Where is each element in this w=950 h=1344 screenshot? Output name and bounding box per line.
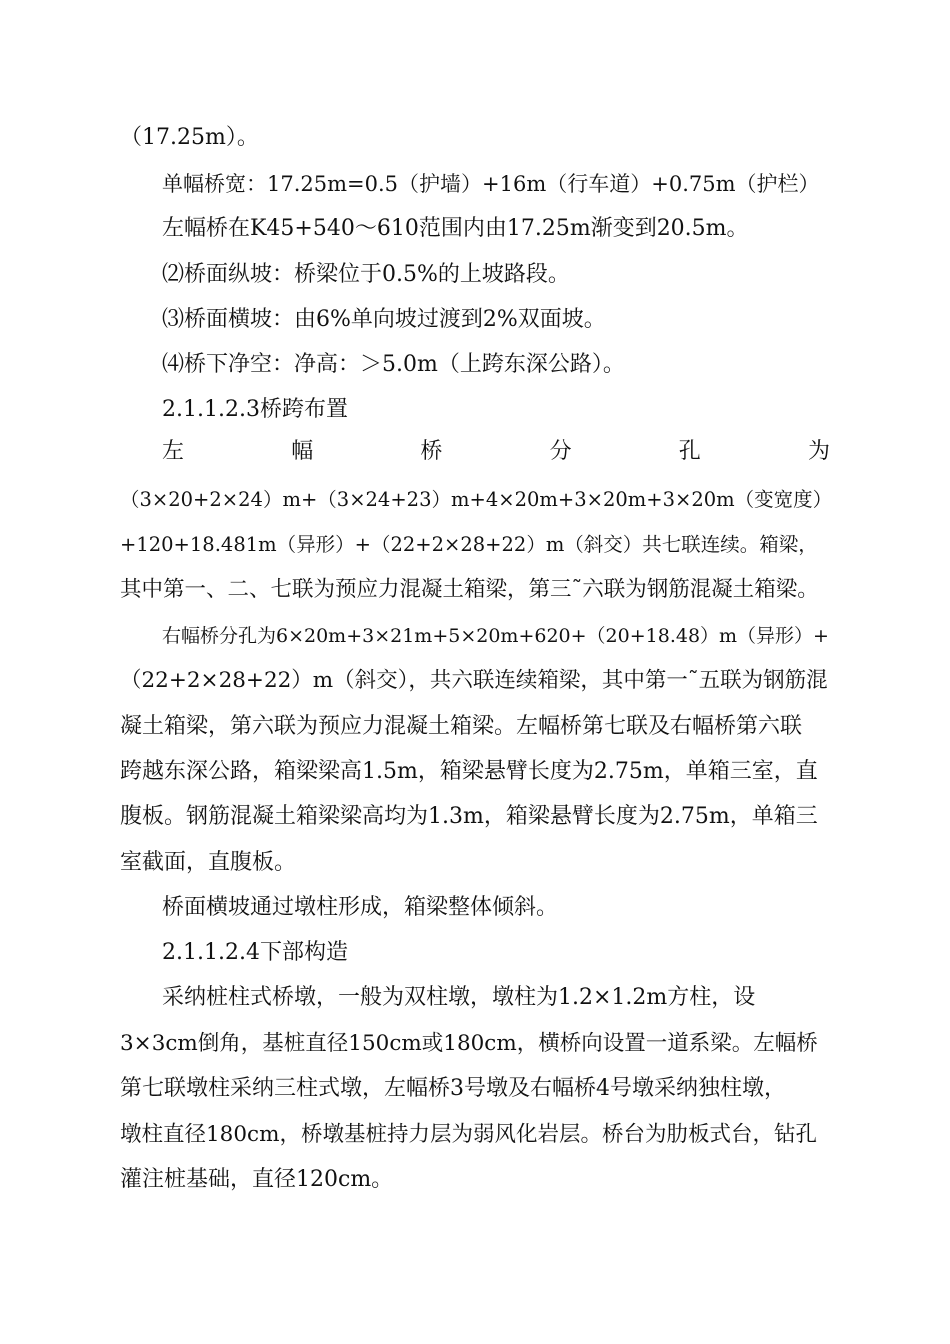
text-line: 3×3cm倒角，基桩直径150cm或180cm，横桥向设置一道系梁。左幅桥 — [120, 1031, 818, 1056]
text-line: （17.25m）。 — [120, 125, 259, 150]
text-line: 凝土箱梁，第六联为预应力混凝土箱梁。左幅桥第七联及右幅桥第六联 — [120, 714, 803, 739]
word: 孔 — [678, 439, 701, 464]
text-line: 跨越东深公路，箱梁梁高1.5m，箱梁悬臂长度为2.75m，单箱三室，直 — [120, 759, 818, 784]
text-line: （3×20+2×24）m+（3×24+23）m+4×20m+3×20m+3×20m（变宽度） — [120, 488, 833, 511]
text-line: 第七联墩柱采纳三柱式墩，左幅桥3号墩及右幅桥4号墩采纳独柱墩， — [120, 1076, 786, 1101]
text-line: 左幅桥在K45+540～610范围内由17.25m渐变到20.5m。 — [162, 216, 749, 241]
justified-line — [162, 437, 830, 467]
text-line: 单幅桥宽：17.25m=0.5（护墙）+16m（行车道）+0.75m（护栏） — [162, 172, 820, 196]
text-line: ⑵桥面纵坡：桥梁位于0.5%的上坡路段。 — [162, 262, 570, 287]
word: 幅 — [291, 439, 314, 464]
word: 为 — [807, 439, 830, 464]
word: 桥 — [420, 439, 443, 464]
text-line: 桥面横坡通过墩柱形成，箱梁整体倾斜。 — [162, 895, 559, 920]
text-line: （22+2×28+22）m（斜交），共六联连续箱梁，其中第一˜五联为钢筋混 — [120, 668, 828, 693]
text-line: ⑶桥面横坡：由6%单向坡过渡到2%双面坡。 — [162, 307, 606, 332]
text-line: 右幅桥分孔为6×20m+3×21m+5×20m+620+（20+18.48）m（异形）+ — [162, 625, 829, 647]
word: 左 — [162, 439, 185, 464]
section-heading: 2.1.1.2.3桥跨布置 — [162, 397, 348, 422]
text-line: 腹板。钢筋混凝土箱梁梁高均为1.3m，箱梁悬臂长度为2.75m，单箱三 — [120, 804, 818, 829]
text-line: 采纳桩柱式桥墩，一般为双柱墩，墩柱为1.2×1.2m方柱，设 — [162, 985, 756, 1010]
text-line: 墩柱直径180cm，桥墩基桩持力层为弱风化岩层。桥台为肋板式台，钻孔 — [120, 1122, 817, 1147]
text-line: ⑷桥下净空：净高：＞5.0m（上跨东深公路）。 — [162, 352, 625, 377]
text-line: 灌注桩基础，直径120cm。 — [120, 1167, 394, 1192]
text-line: 其中第一、二、七联为预应力混凝土箱梁，第三˜六联为钢筋混凝土箱梁。 — [120, 577, 819, 602]
section-heading: 2.1.1.2.4下部构造 — [162, 940, 348, 965]
text-line: 室截面，直腹板。 — [120, 850, 297, 875]
text-line: +120+18.481m（异形）+（22+2×28+22）m（斜交）共七联连续。箱梁， — [120, 533, 818, 556]
word: 分 — [549, 439, 572, 464]
